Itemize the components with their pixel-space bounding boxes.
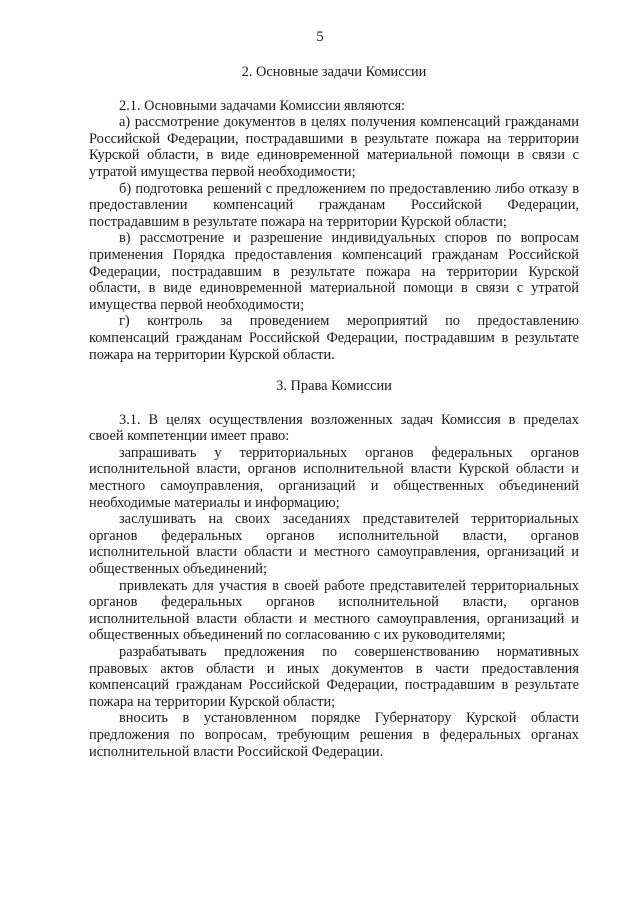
section-3-paragraph-develop: разрабатывать предложения по совершенствованию нормативных правовых актов области и иных документов в части предоставления компенсаций гражданам Российской Федерации, пострадавшим в результате пожара на территории Курской области;: [89, 644, 579, 710]
section-2-paragraph-v: в) рассмотрение и разрешение индивидуальных споров по вопросам применения Порядка предоставления компенсаций гражданам Российской Федерации, пострадавшим в результате пожара на территории Курской области, в виде единовременной материальной помощи в связи с утратой имущества первой необходимости;: [89, 230, 579, 313]
section-3-paragraph-hear: заслушивать на своих заседаниях представителей территориальных органов федеральных органов исполнительной власти, органов исполнительной власти области и местного самоуправления, организаций и общественных объединений;: [89, 511, 579, 578]
section-2-paragraph-b: б) подготовка решений с предложением по предоставлению либо отказу в предоставлении компенсаций гражданам Российской Федерации, пострадавшим в результате пожара на территории Курской области;: [89, 180, 579, 230]
document-body: [89, 60, 579, 760]
section-2-paragraph-g: г) контроль за проведением мероприятий по предоставлению компенсаций гражданам Российской Федерации, пострадавшим в результате пожара на территории Курской области.: [89, 313, 579, 363]
page-number: 5: [316, 29, 324, 45]
section-3-paragraph-involve: привлекать для участия в своей работе представителей территориальных органов федеральных органов исполнительной власти, органов исполнительной власти области и местного самоуправления, организаций и общественных объединений по согласованию с их руководителями;: [89, 577, 579, 644]
section-3-paragraph-request: запрашивать у территориальных органов федеральных органов исполнительной власти, органов исполнительной власти Курской области и местного самоуправления, организаций и общественных объединений необходимые материалы и информацию;: [89, 444, 579, 511]
section-3-paragraph-intro: 3.1. В целях осуществления возложенных задач Комиссия в пределах своей компетенции имеет право:: [89, 411, 579, 445]
section-3-paragraph-submit: вносить в установленном порядке Губернатору Курской области предложения по вопросам, требующим решения в федеральных органах исполнительной власти Российской Федерации.: [89, 710, 579, 760]
section-2-heading: 2. Основные задачи Комиссии: [241, 64, 427, 80]
section-2-paragraph-a: а) рассмотрение документов в целях получения компенсаций гражданами Российской Федерации, пострадавшими в результате пожара на территории Курской области, в виде единовременной материальной помощи в связи с утратой имущества первой необходимости;: [89, 114, 579, 180]
section-2-paragraph-intro: 2.1. Основными задачами Комиссии являются:: [119, 97, 406, 114]
section-3-heading: 3. Права Комиссии: [276, 378, 392, 395]
